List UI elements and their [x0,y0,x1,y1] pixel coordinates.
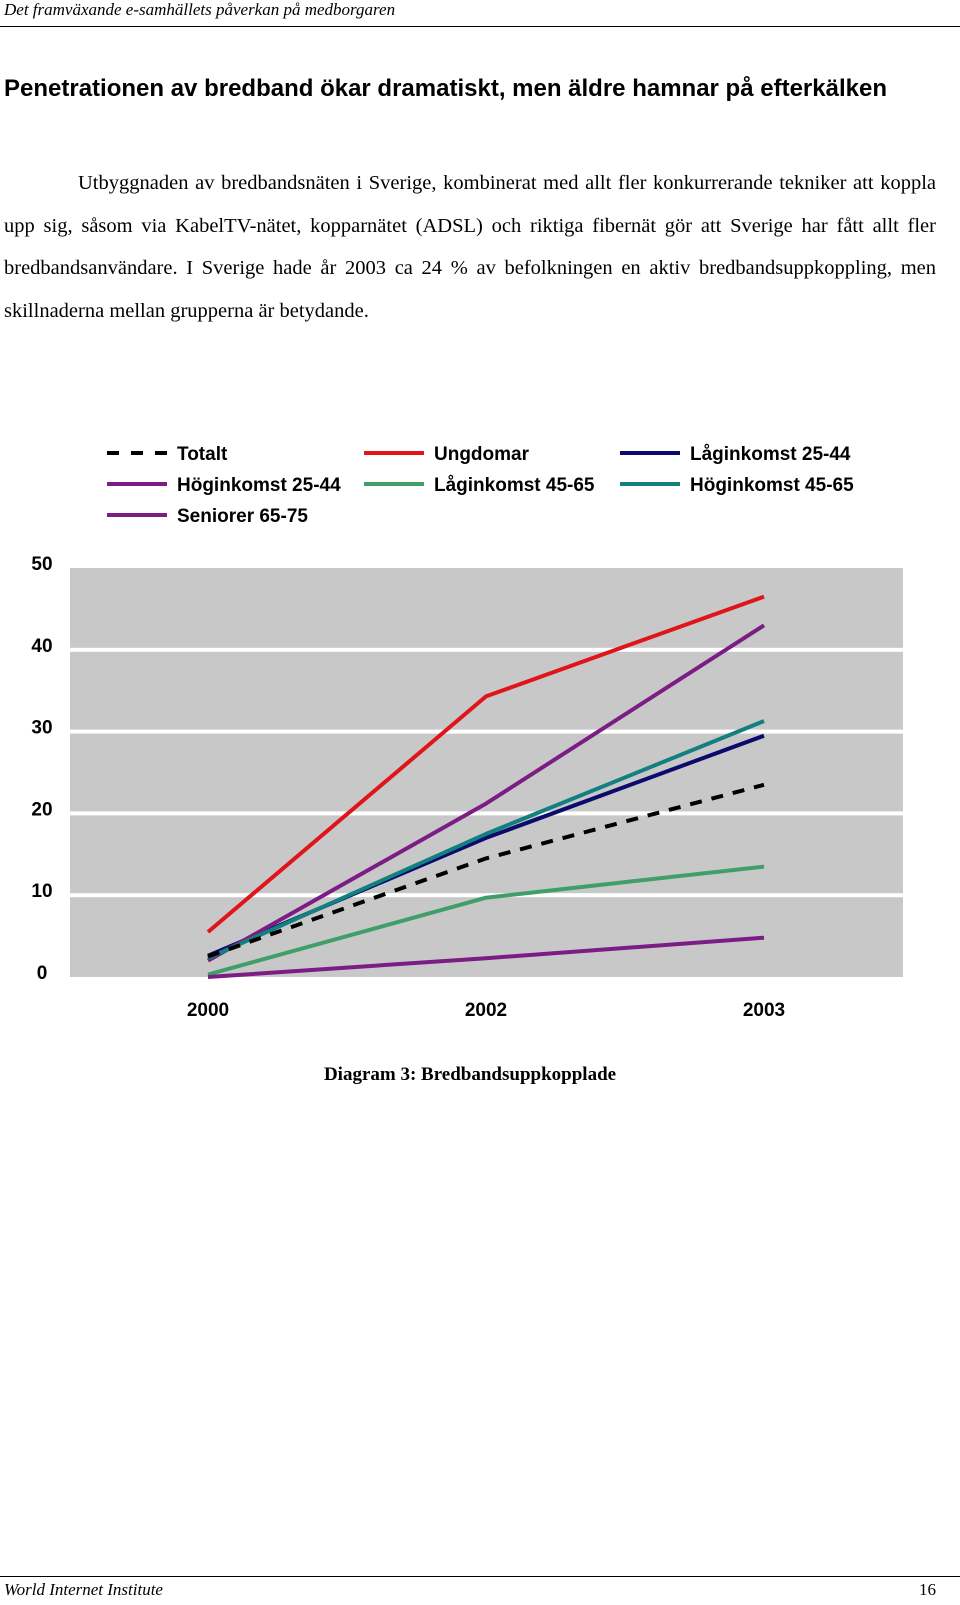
broadband-line-chart [0,430,940,1040]
y-tick-label-20: 20 [31,799,53,821]
footer-publisher: World Internet Institute [4,1580,163,1599]
x-tick-label-2002: 2002 [464,1000,508,1021]
x-tick-label-2000: 2000 [186,1000,230,1021]
page-number: 16 [919,1580,936,1599]
legend-label-höginkomst-45-65: Höginkomst 45-65 [690,475,854,496]
legend-label-ungdomar: Ungdomar [434,444,529,465]
y-tick-label-0: 0 [36,963,48,984]
section-title: Penetrationen av bredband ökar dramatiskt, men äldre hamnar på efterkälken [4,75,887,102]
x-axis-ticks [187,1000,785,1021]
legend-label-höginkomst-25-44: Höginkomst 25-44 [177,475,341,496]
legend-label-låginkomst-45-65: Låginkomst 45-65 [434,475,595,496]
footer-divider [0,1576,960,1577]
gridline-40 [70,648,903,652]
legend-label-seniorer-65-75: Seniorer 65-75 [177,506,308,527]
y-tick-label-10: 10 [31,881,53,903]
running-header: Det framväxande e-samhällets påverkan på medborgaren [4,0,396,19]
y-tick-label-50: 50 [31,554,53,575]
chart-caption: Diagram 3: Bredbandsuppkopplade [323,1064,617,1085]
plot-area [70,568,903,977]
y-axis-ticks [31,554,52,984]
gridline-20 [70,811,903,815]
legend-label-låginkomst-25-44: Låginkomst 25-44 [690,444,851,465]
legend-label-totalt: Totalt [177,444,228,465]
chart-legend [107,444,854,527]
header-divider [0,26,960,27]
y-tick-label-30: 30 [31,717,53,739]
x-tick-label-2003: 2003 [742,1000,786,1021]
gridline-30 [70,730,903,734]
y-tick-label-40: 40 [31,635,53,657]
body-paragraph: Utbyggnaden av bredbandsnäten i Sverige, kombinerat med allt fler konkurrerande tekniker att koppla upp sig, såsom via KabelTV-nätet, kopparnätet (ADSL) och riktiga fibernät gör att Sverige har fått allt fler bredbandsanvändare. I Sverige hade år 2003 ca 24 % av befolkningen en aktiv bredbandsuppkoppling, men skillnaderna mellan grupperna är betydande. [4,172,936,322]
